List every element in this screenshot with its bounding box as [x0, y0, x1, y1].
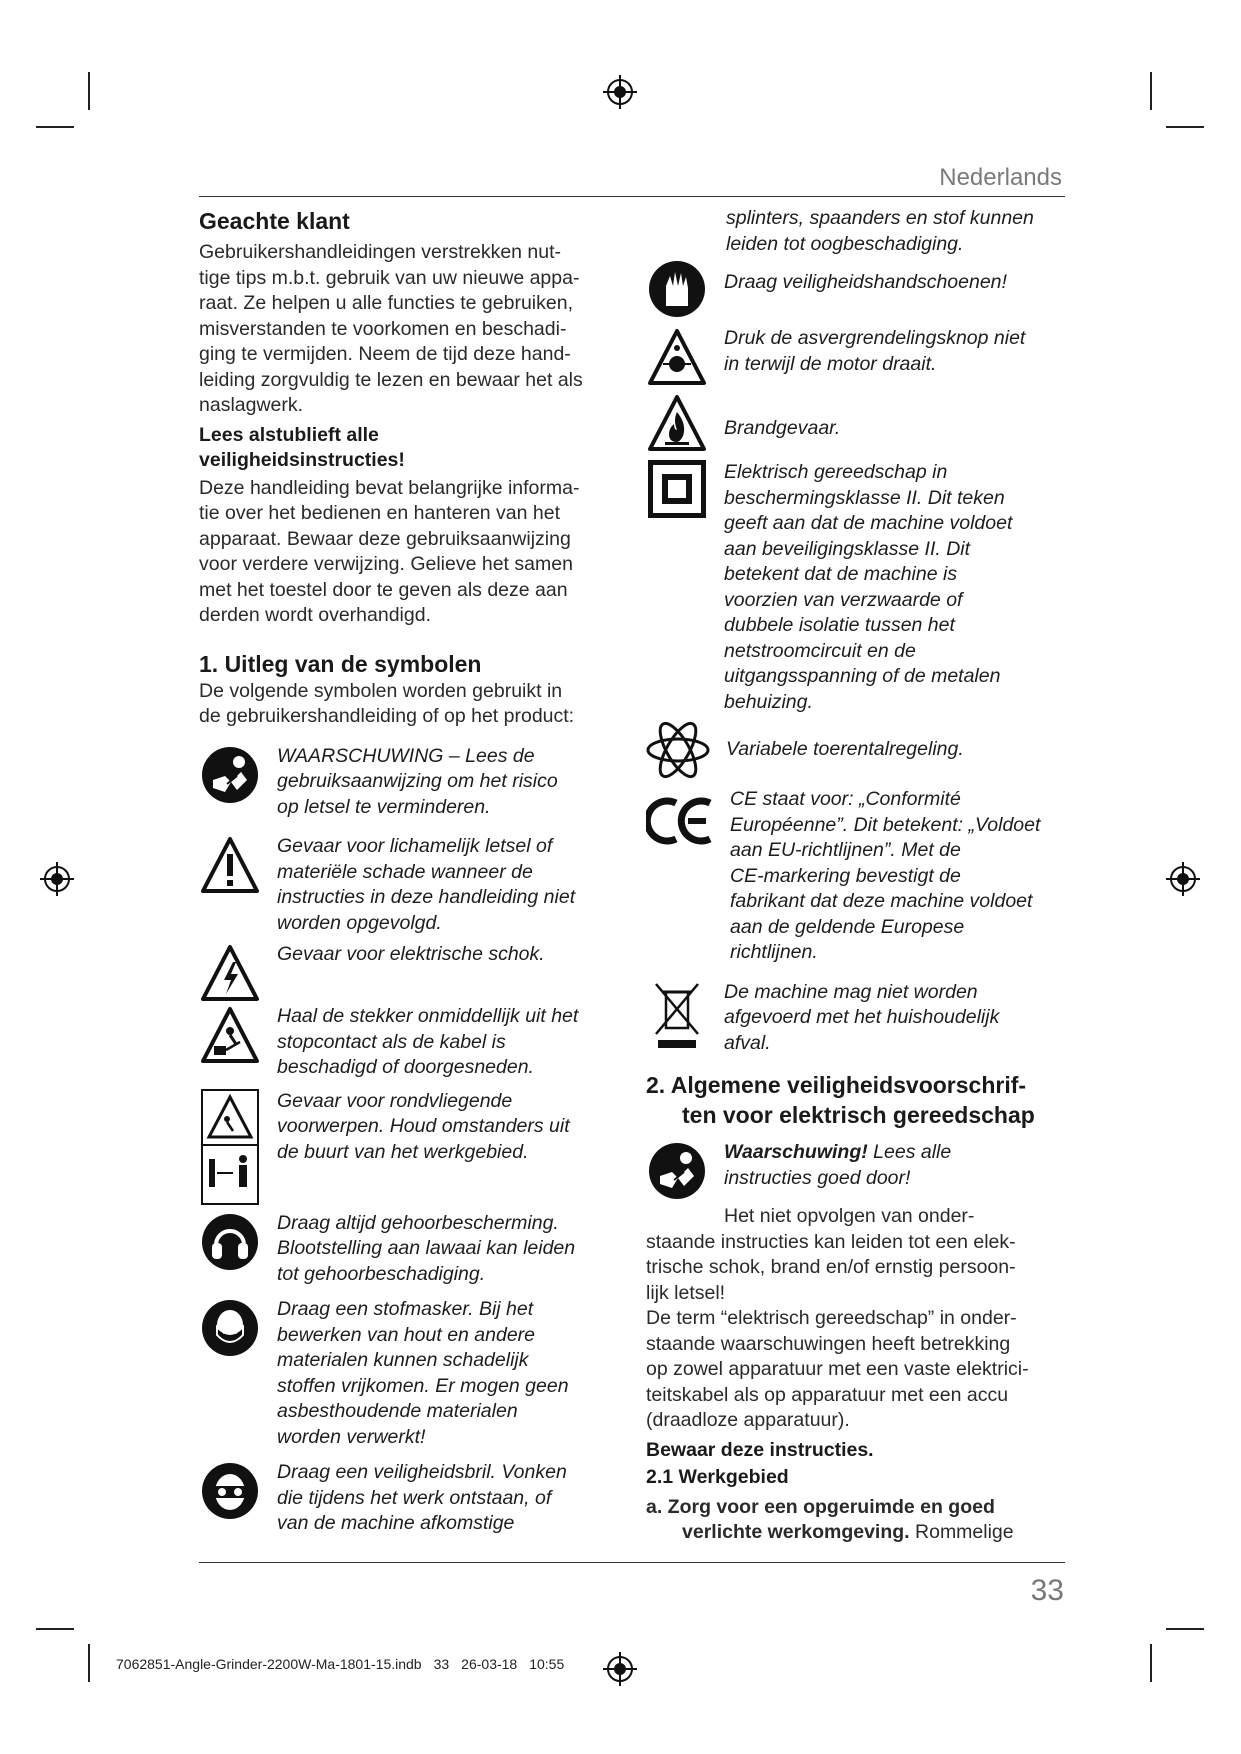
symbol-description: Haal de stekker onmiddellijk uit het stopcontact als de kabel is beschadigd of doorgesneden. [277, 1005, 579, 1078]
section-2-title: 2. Algemene veiligheidsvoorschrif- ten voor elektrisch gereedschap [646, 1072, 1035, 1128]
symbol-description: Gevaar voor elektrische schok. [277, 943, 545, 965]
crop-mark [1150, 1644, 1152, 1682]
symbol-row [199, 1460, 619, 1537]
symbol-row [646, 719, 1076, 781]
symbol-description: CE staat voor: „Conformité Européenne”. Dit betekent: „Voldoet aan EU-richtlijnen”. Met de CE-markering bevestigt de fabrikant dat deze machine voldoet aan de geldende Europese richtlijnen. [730, 788, 1041, 963]
ce-mark-icon [646, 787, 714, 859]
greeting-title: Geachte klant [199, 208, 350, 234]
section-1-intro: De volgende symbolen worden gebruikt in de gebruikershandleiding of op het product: [199, 679, 575, 727]
symbol-description: Elektrisch gereedschap in beschermingsklasse II. Dit teken geeft aan dat de machine voldoet aan beveiligingsklasse II. Dit betekent dat de machine is voorzien van verzwaarde of dubbele isolatie tussen het netstroomcircuit en de uitgangsspanning of de metalen behuizing. [724, 461, 1013, 713]
term-paragraph: De term “elektrisch gereedschap” in onder- staande waarschuwingen heeft betrekking op zowel apparatuur met een vaste elektrici- teitskabel als op apparatuur met een accu (draadloze apparatuur). [646, 1307, 1029, 1431]
symbol-row [646, 787, 1076, 966]
safety-heading: Lees alstublieft alle veiligheidsinstructies! [199, 423, 405, 471]
electric-shock-icon [199, 942, 261, 1004]
symbol-description: Draag altijd gehoorbescherming. Blootstelling aan lawaai kan leiden tot gehoorbeschadiging. [277, 1211, 576, 1285]
symbol-row [199, 1297, 619, 1450]
crop-mark [88, 72, 90, 110]
crop-mark [36, 1628, 74, 1630]
symbol-description: Draag een stofmasker. Bij het bewerken van hout en andere materialen kunnen schadelijk stoffen vrijkomen. Er mogen geen asbesthoudende materialen worden verwerkt! [277, 1298, 569, 1448]
registration-mark-icon [603, 1652, 637, 1686]
symbol-row [646, 980, 1076, 1057]
left-column [199, 206, 619, 1537]
symbol-description: Gevaar voor lichamelijk letsel of materiële schade wanneer de instructies in deze handleiding niet worden opgevolgd. [277, 835, 576, 934]
page-number: 33 [1030, 1574, 1064, 1607]
intro-paragraph: Gebruikershandleidingen verstrekken nut- tige tips m.b.t. gebruik van uw nieuwe appa- raat. Ze helpen u alle functies te gebruiken, misverstanden te voorkomen en beschadi- ging te vermijden. Neem de tijd deze hand- leiding zorgvuldig te lezen en bewaar het als naslagwerk. [199, 241, 583, 416]
section-1-title: 1. Uitleg van de symbolen [199, 650, 482, 677]
symbol-description: Brandgevaar. [724, 417, 841, 439]
symbol-row [199, 1211, 619, 1288]
symbol-description: WAARSCHUWING – Lees de gebruiksaanwijzing om het risico op letsel te verminderen. [277, 744, 558, 818]
subsection-2-1: 2.1 Werkgebied [646, 1466, 789, 1488]
symbol-row [646, 392, 1076, 454]
warning-body: Het niet opvolgen van onder- staande instructies kan leiden tot een elek- trische schok, brand en/of ernstig persoon- lijk letsel! [646, 1205, 1016, 1304]
crop-mark [88, 1644, 90, 1682]
fire-hazard-icon [646, 392, 708, 454]
symbol-description: Gevaar voor rondvliegende voorwerpen. Houd omstanders uit de buurt van het werkgebied. [277, 1089, 570, 1163]
safety-gloves-icon [646, 258, 708, 320]
ear-protection-icon [199, 1211, 261, 1273]
symbol-row [199, 1089, 619, 1205]
variable-speed-icon [646, 719, 710, 781]
language-label: Nederlands [939, 164, 1062, 191]
symbol-row [646, 1140, 1076, 1202]
protection-class-ii-icon [646, 460, 708, 522]
dust-mask-icon [199, 1297, 261, 1359]
item-a: a. Zorg voor een opgeruimde en goed verlichte werkomgeving. Rommelige [646, 1495, 1014, 1543]
crop-mark [36, 126, 74, 128]
footer-date: 26-03-18 [461, 1656, 518, 1672]
footer-time: 10:55 [529, 1656, 565, 1672]
read-manual-icon [199, 744, 261, 806]
warning-text: Waarschuwing! Lees alle instructies goed door! [724, 1141, 952, 1189]
symbol-description: Draag veiligheidshandschoenen! [724, 271, 1007, 293]
read-manual-icon [646, 1140, 708, 1202]
symbol-row [199, 834, 619, 936]
print-footer [116, 1656, 576, 1672]
crop-mark [1150, 72, 1152, 110]
registration-mark-icon [603, 75, 637, 109]
flying-objects-icon [199, 1089, 261, 1205]
keep-instructions: Bewaar deze instructies. [646, 1438, 874, 1461]
crop-mark [1166, 1628, 1204, 1630]
symbol-row [199, 942, 619, 1004]
registration-mark-icon [1166, 862, 1200, 896]
symbol-row [646, 258, 1076, 320]
symbol-description: Variabele toerentalregeling. [726, 738, 964, 760]
symbol-row [646, 326, 1076, 388]
footer-page: 33 [433, 1656, 450, 1672]
continued-text: splinters, spaanders en stof kunnen leiden tot oogbeschadiging. [726, 207, 1034, 255]
symbol-row [199, 1004, 619, 1081]
safety-goggles-icon [199, 1460, 261, 1522]
warning-triangle-icon [199, 834, 261, 896]
right-column [646, 258, 1076, 1546]
symbol-description: Draag een veiligheidsbril. Vonken die tijdens het werk ontstaan, of van de machine afkomstige [277, 1461, 567, 1534]
symbol-row [199, 744, 619, 821]
symbol-description: De machine mag niet worden afgevoerd met het huishoudelijk afval. [724, 980, 1000, 1054]
spindle-lock-warning-icon [646, 326, 708, 388]
header-rule [199, 196, 1065, 197]
footer-file: 7062851-Angle-Grinder-2200W-Ma-1801-15.indb [116, 1656, 422, 1672]
unplug-cable-icon [199, 1004, 261, 1066]
registration-mark-icon [40, 862, 74, 896]
manual-paragraph: Deze handleiding bevat belangrijke informa- tie over het bedienen en hanteren van het apparaat. Bewaar deze gebruiksaanwijzing voor verdere verwijzing. Gelieve het samen met het toestel door te geven als deze aan derden wordt overhandigd. [199, 476, 580, 626]
crop-mark [1166, 126, 1204, 128]
weee-bin-icon [646, 980, 708, 1052]
symbol-description: Druk de asvergrendelingsknop niet in terwijl de motor draait. [724, 327, 1026, 375]
symbol-row [646, 460, 1076, 715]
footer-rule [199, 1562, 1065, 1563]
